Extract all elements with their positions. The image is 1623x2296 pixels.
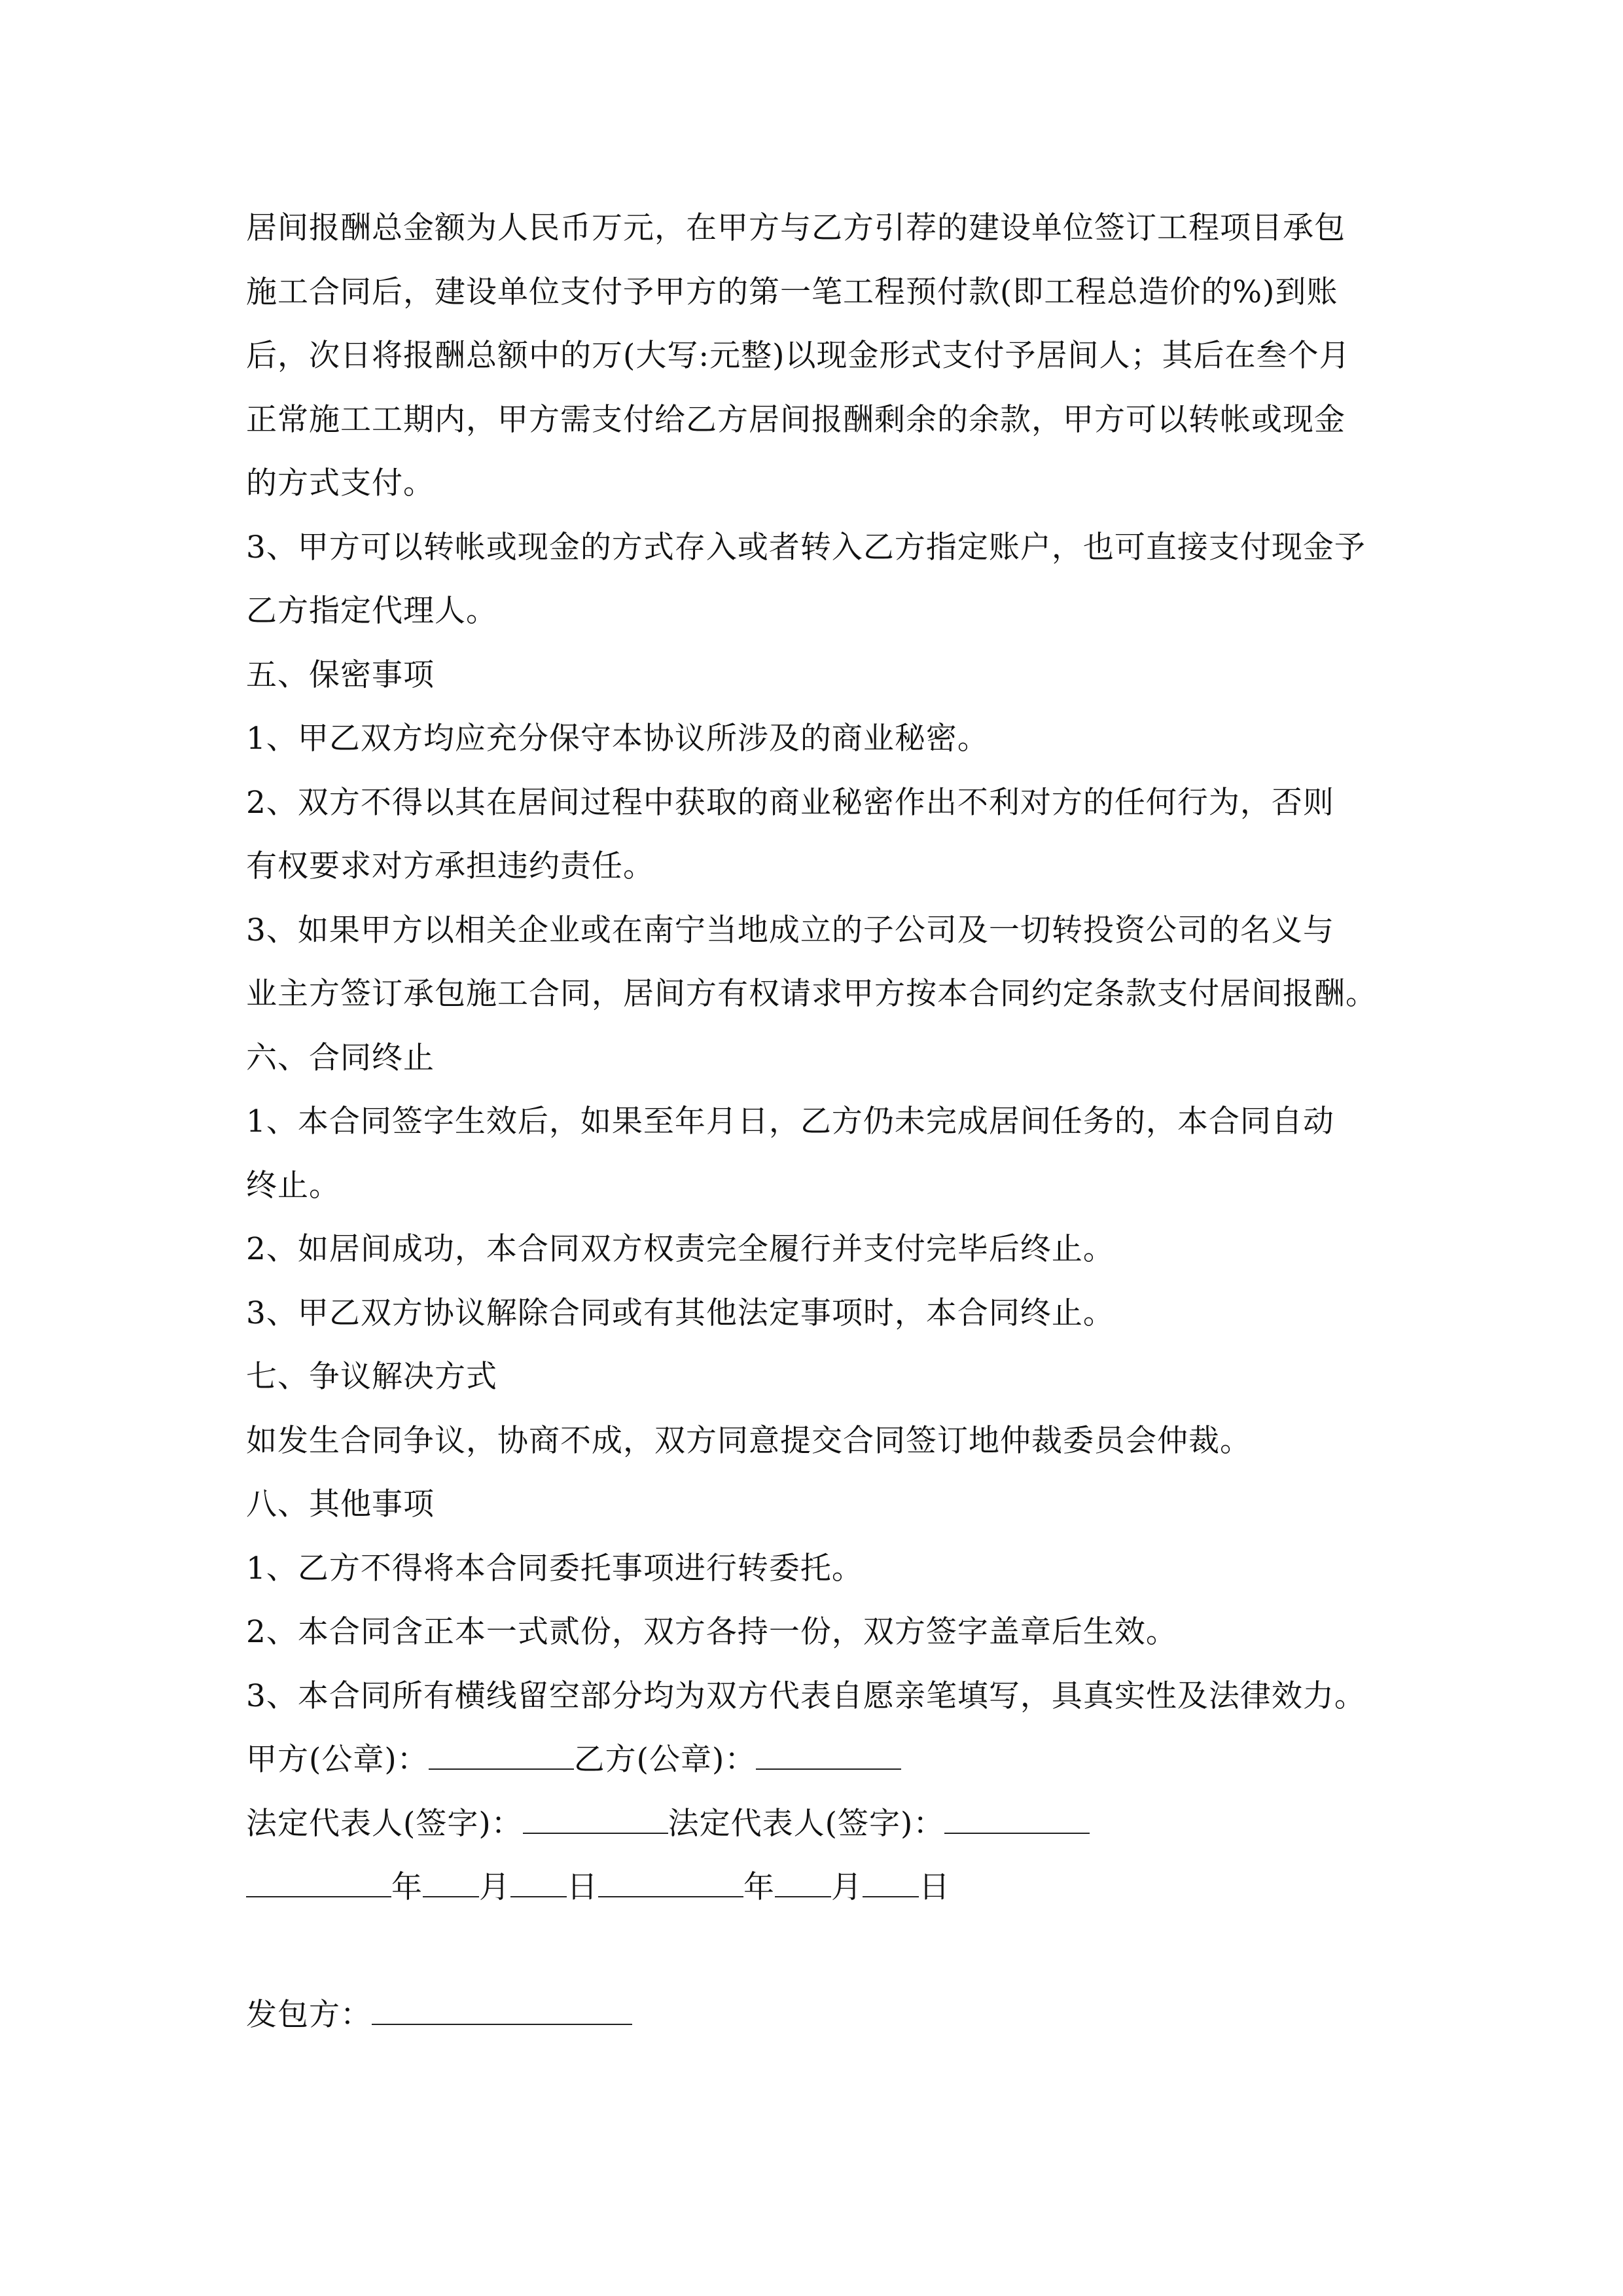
employer-label: 发包方：: [246, 1997, 372, 2033]
day-a-blank[interactable]: [510, 1871, 567, 1897]
legal-rep-row: [246, 1792, 1411, 1856]
document-body: [246, 196, 1411, 2047]
paragraph-line: 3、本合同所有横线留空部分均为双方代表自愿亲笔填写，具真实性及法律效力。: [246, 1677, 1366, 1714]
paragraph-line: 2、双方不得以其在居间过程中获取的商业秘密作出不利对方的任何行为，否则: [246, 784, 1334, 821]
party-b-seal-blank[interactable]: [756, 1744, 901, 1770]
legal-rep-b-label: 法定代表人(签字)：: [668, 1805, 945, 1842]
paragraph-line: 后，次日将报酬总额中的万(大写:元整)以现金形式支付予居间人；其后在叁个月: [246, 338, 1351, 374]
employer-row: [246, 1983, 1411, 2047]
paragraph-line: 3、甲方可以转帐或现金的方式存入或者转入乙方指定账户，也可直接支付现金予: [246, 529, 1366, 565]
paragraph-line: 3、如果甲方以相关企业或在南宁当地成立的子公司及一切转投资公司的名义与: [246, 912, 1334, 948]
year-a-blank[interactable]: [246, 1871, 391, 1897]
month-a-blank[interactable]: [423, 1871, 479, 1897]
day-b-blank[interactable]: [863, 1871, 919, 1897]
section-heading-confidentiality: 五、保密事项: [246, 656, 435, 693]
party-b-seal-label: 乙方(公章)：: [573, 1742, 757, 1778]
paragraph-line: 2、本合同含正本一式贰份，双方各持一份，双方签字盖章后生效。: [246, 1614, 1177, 1650]
paragraph-line: 如发生合同争议，协商不成，双方同意提交合同签订地仲裁委员会仲裁。: [246, 1422, 1251, 1459]
month-b-blank[interactable]: [775, 1871, 831, 1897]
seal-row: [246, 1728, 1411, 1792]
year-a-label: 年: [391, 1869, 423, 1905]
paragraph-line: 终止。: [246, 1167, 340, 1204]
paragraph-line: 2、如居间成功，本合同双方权责完全履行并支付完毕后终止。: [246, 1231, 1115, 1267]
section-heading-dispute: 七、争议解决方式: [246, 1359, 497, 1395]
day-b-label: 日: [919, 1869, 950, 1905]
employer-blank[interactable]: [372, 1999, 632, 2025]
legal-rep-b-blank[interactable]: [944, 1808, 1090, 1834]
section-heading-other: 八、其他事项: [246, 1486, 435, 1522]
legal-rep-a-blank[interactable]: [523, 1808, 668, 1834]
paragraph-line: 3、甲乙双方协议解除合同或有其他法定事项时，本合同终止。: [246, 1295, 1115, 1331]
party-a-seal-blank[interactable]: [429, 1744, 574, 1770]
paragraph-line: 1、乙方不得将本合同委托事项进行转委托。: [246, 1550, 863, 1587]
paragraph-line: 业主方签订承包施工合同，居间方有权请求甲方按本合同约定条款支付居间报酬。: [246, 976, 1377, 1012]
party-a-seal-label: 甲方(公章)：: [246, 1742, 429, 1778]
month-a-label: 月: [479, 1869, 510, 1905]
paragraph-line: 乙方指定代理人。: [246, 593, 497, 629]
year-b-label: 年: [743, 1869, 775, 1905]
paragraph-line: 的方式支付。: [246, 465, 435, 501]
month-b-label: 月: [831, 1869, 863, 1905]
spacer: [246, 1920, 1411, 1984]
date-row: [246, 1856, 1411, 1920]
year-b-blank[interactable]: [598, 1871, 743, 1897]
day-a-label: 日: [567, 1869, 598, 1905]
legal-rep-a-label: 法定代表人(签字)：: [246, 1805, 523, 1842]
paragraph-line: 1、甲乙双方均应充分保守本协议所涉及的商业秘密。: [246, 721, 989, 757]
paragraph-line: 居间报酬总金额为人民币万元，在甲方与乙方引荐的建设单位签订工程项目承包: [246, 210, 1346, 246]
paragraph-line: 有权要求对方承担违约责任。: [246, 848, 654, 884]
paragraph-line: 1、本合同签字生效后，如果至年月日，乙方仍未完成居间任务的，本合同自动: [246, 1103, 1334, 1139]
paragraph-line: 施工合同后，建设单位支付予甲方的第一笔工程预付款(即工程总造价的%)到账: [246, 274, 1338, 310]
paragraph-line: 正常施工工期内，甲方需支付给乙方居间报酬剩余的余款，甲方可以转帐或现金: [246, 401, 1346, 438]
section-heading-termination: 六、合同终止: [246, 1039, 435, 1076]
